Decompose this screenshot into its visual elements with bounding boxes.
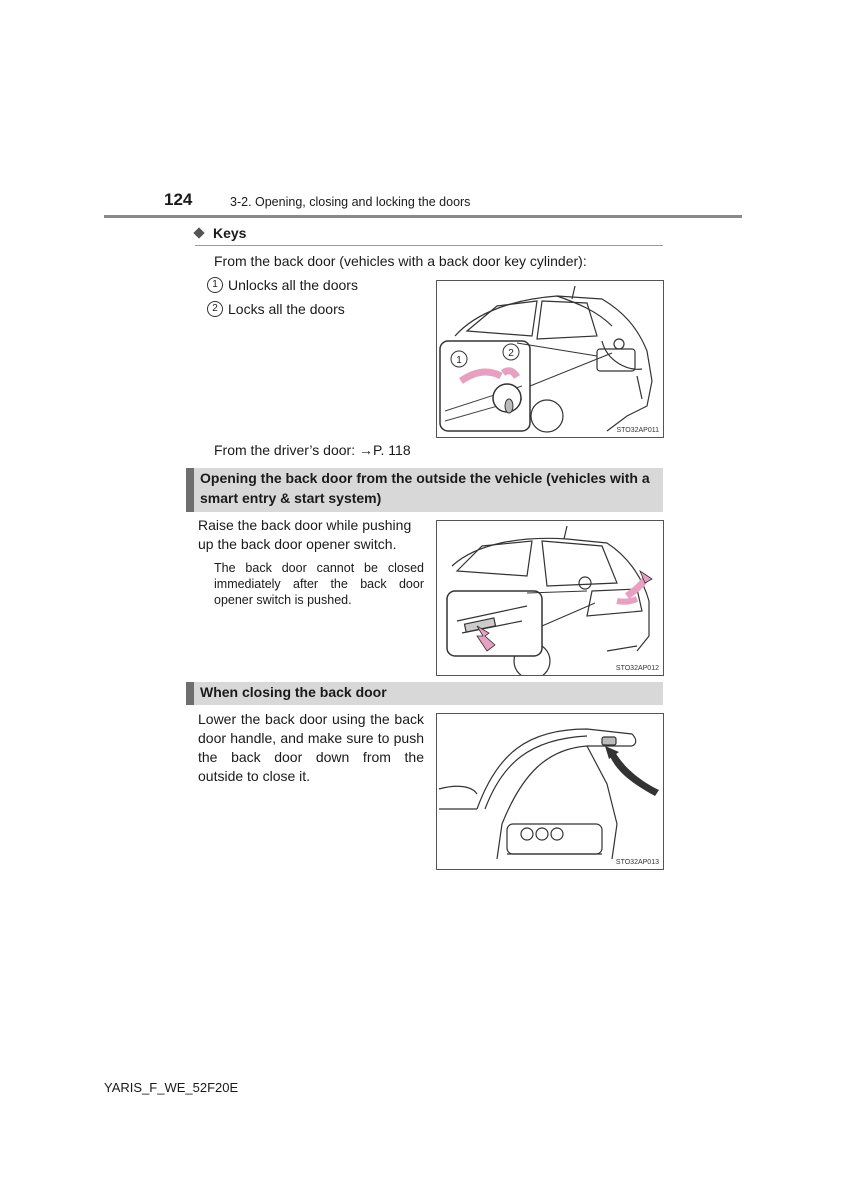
arrow-icon: → bbox=[358, 442, 373, 458]
car-rear-key-illustration bbox=[437, 281, 663, 437]
keys-item-text: Unlocks all the doors bbox=[228, 277, 358, 293]
opening-note: The back door cannot be closed immediately after the back door opener switch is pushed. bbox=[214, 561, 424, 607]
figure-code: STO32AP012 bbox=[615, 665, 659, 672]
keys-item-unlock bbox=[207, 277, 358, 293]
header-rule bbox=[104, 215, 742, 218]
figure-closing-door bbox=[436, 713, 664, 870]
keys-heading-text: Keys bbox=[213, 225, 247, 241]
drivers-door-text: From the driver’s door: bbox=[214, 442, 359, 458]
footer-model-code: YARIS_F_WE_52F20E bbox=[104, 1080, 239, 1095]
drivers-door-ref bbox=[214, 441, 411, 460]
circled-number-2: 2 bbox=[207, 301, 223, 317]
section-bar-closing: When closing the back door bbox=[186, 682, 663, 705]
opening-instruction: Raise the back door while pushing up the back door opener switch. bbox=[198, 517, 412, 552]
figure-code: STO32AP013 bbox=[615, 859, 659, 866]
page-number: 124 bbox=[164, 190, 193, 209]
keys-item-text: Locks all the doors bbox=[228, 301, 345, 317]
svg-text:2: 2 bbox=[508, 348, 514, 359]
figure-key-cylinder bbox=[436, 280, 664, 438]
svg-text:1: 1 bbox=[456, 355, 462, 366]
figure-code: STO32AP011 bbox=[616, 427, 659, 434]
chapter-title: 3-2. Opening, closing and locking the doors bbox=[230, 195, 471, 209]
closing-instruction: Lower the back door using the back door handle, and make sure to push the back door down from the outside to close it. bbox=[198, 711, 424, 784]
car-back-door-opener-illustration bbox=[437, 521, 663, 675]
circled-number-1: 1 bbox=[207, 277, 223, 293]
page-reference-link[interactable]: P. 118 bbox=[372, 442, 411, 458]
diamond-bullet-icon bbox=[193, 227, 204, 238]
car-open-back-door-illustration bbox=[437, 714, 663, 869]
keys-heading bbox=[195, 225, 246, 241]
keys-intro: From the back door (vehicles with a back door key cylinder): bbox=[214, 253, 587, 269]
figure-opener-switch bbox=[436, 520, 664, 676]
keys-rule bbox=[195, 245, 663, 246]
section-bar-opening: Opening the back door from the outside the vehicle (vehicles with a smart entry & start system) bbox=[186, 468, 663, 512]
keys-item-lock bbox=[207, 301, 345, 317]
